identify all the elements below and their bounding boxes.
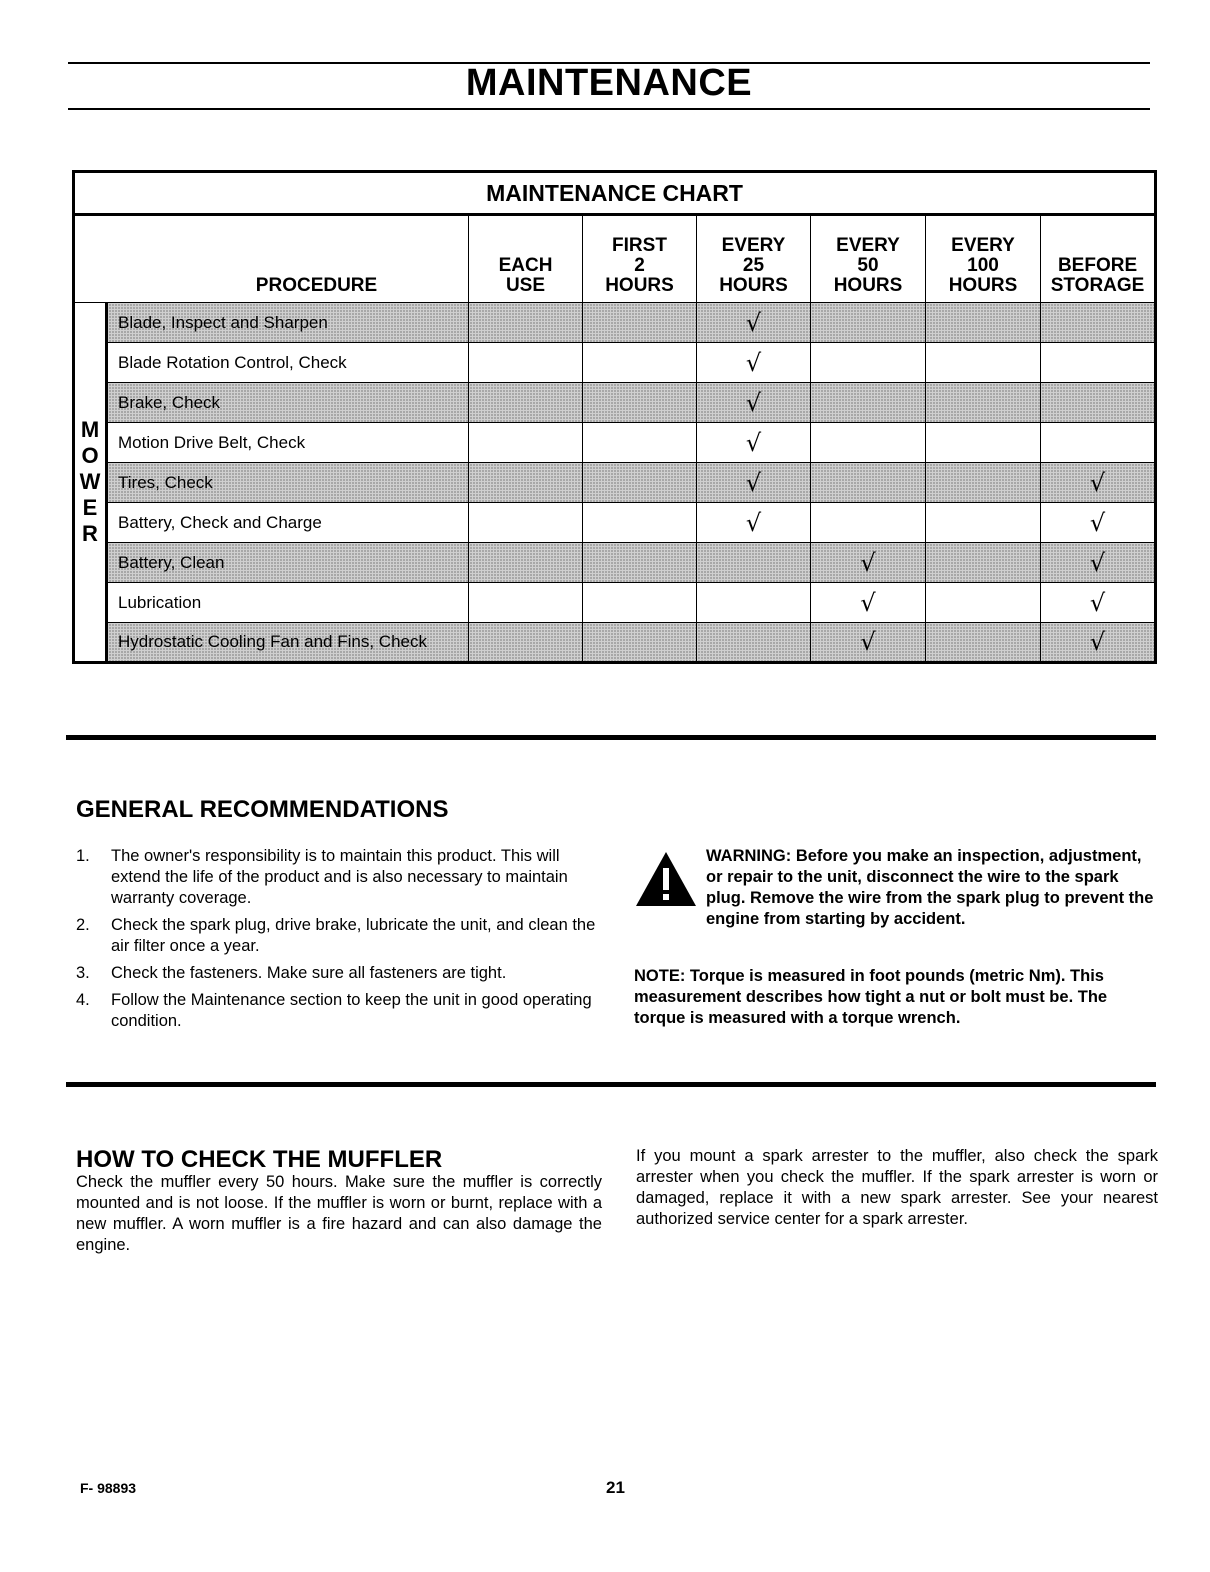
check-cell: [926, 423, 1041, 463]
check-cell: √: [697, 503, 811, 543]
mower-group-label: [74, 303, 107, 663]
warning-triangle-icon: [634, 850, 698, 908]
check-cell: [926, 543, 1041, 583]
check-cell: √: [811, 543, 926, 583]
section-divider: [66, 735, 1156, 740]
check-cell: [811, 343, 926, 383]
check-cell: √: [1041, 623, 1156, 663]
column-header: [1041, 215, 1156, 303]
check-cell: [1041, 383, 1156, 423]
check-cell: √: [697, 383, 811, 423]
check-cell: [926, 463, 1041, 503]
column-header: [697, 215, 811, 303]
column-header: [811, 215, 926, 303]
column-header-line: FIRST: [612, 235, 667, 256]
check-cell: [926, 623, 1041, 663]
check-cell: [926, 303, 1041, 343]
table-row: [74, 383, 1156, 423]
list-item-text: Follow the Maintenance section to keep the unit in good operating condition.: [111, 991, 592, 1030]
table-row: [74, 343, 1156, 383]
column-header-line: 2: [634, 255, 645, 276]
check-cell: [469, 423, 583, 463]
procedure-header: PROCEDURE: [74, 215, 469, 303]
check-cell: [469, 543, 583, 583]
table-row: [74, 463, 1156, 503]
check-cell: [811, 503, 926, 543]
column-header-line: USE: [505, 275, 546, 296]
table-row: [74, 303, 1156, 343]
procedure-cell: Blade, Inspect and Sharpen: [107, 303, 469, 343]
list-item-text: Check the fasteners. Make sure all fasteners are tight.: [111, 964, 507, 982]
column-header: [926, 215, 1041, 303]
column-header-line: STORAGE: [1050, 275, 1145, 296]
check-cell: [469, 343, 583, 383]
check-cell: [811, 383, 926, 423]
check-cell: [926, 343, 1041, 383]
group-letter: E: [82, 495, 98, 520]
check-cell: [583, 423, 697, 463]
list-item-number: 4.: [76, 991, 90, 1009]
group-letter: W: [79, 469, 101, 494]
check-cell: √: [811, 623, 926, 663]
procedure-cell: Brake, Check: [107, 383, 469, 423]
document-code: F- 98893: [80, 1480, 137, 1496]
check-cell: [583, 343, 697, 383]
check-cell: √: [697, 463, 811, 503]
table-row: [74, 543, 1156, 583]
check-cell: [697, 543, 811, 583]
check-cell: [1041, 423, 1156, 463]
column-header-line: HOURS: [833, 275, 903, 296]
column-header-line: HOURS: [719, 275, 788, 296]
check-cell: [583, 383, 697, 423]
check-cell: [583, 303, 697, 343]
general-recommendations-heading: GENERAL RECOMMENDATIONS: [76, 796, 449, 823]
group-letter: R: [82, 521, 98, 546]
procedure-cell: Hydrostatic Cooling Fan and Fins, Check: [107, 623, 469, 663]
procedure-cell: Blade Rotation Control, Check: [107, 343, 469, 383]
column-header-line: BEFORE: [1057, 255, 1138, 276]
check-cell: √: [697, 423, 811, 463]
column-header-line: HOURS: [948, 275, 1018, 296]
check-cell: [583, 503, 697, 543]
list-item-text: The owner's responsibility is to maintain this product. This will extend the life of the product and is also necessary to maintain warranty coverage.: [111, 847, 568, 907]
check-cell: √: [1041, 583, 1156, 623]
list-item: [76, 915, 604, 957]
check-cell: [583, 583, 697, 623]
chart-body: [74, 303, 1156, 663]
procedure-cell: Battery, Check and Charge: [107, 503, 469, 543]
check-cell: [1041, 343, 1156, 383]
section-divider: [66, 1082, 1156, 1087]
check-cell: [926, 383, 1041, 423]
list-item: [76, 963, 604, 984]
page-number: 21: [606, 1478, 625, 1497]
check-cell: [811, 423, 926, 463]
title-bottom-rule: [68, 108, 1150, 110]
page-title: MAINTENANCE: [465, 62, 753, 104]
check-cell: √: [811, 583, 926, 623]
column-header-line: HOURS: [605, 275, 674, 296]
list-item-number: 2.: [76, 916, 90, 934]
check-cell: [926, 503, 1041, 543]
warning-text: WARNING: Before you make an inspection, adjustment, or repair to the unit, disconnect the wire to the spark plug. Remove the wire from the spark plug to prevent the engine from starting by accident.: [706, 847, 1154, 928]
check-cell: [469, 463, 583, 503]
column-header: [583, 215, 697, 303]
list-item: [76, 846, 604, 909]
group-letter: O: [81, 443, 99, 468]
column-header: [469, 215, 583, 303]
table-row: [74, 423, 1156, 463]
chart-header-row: [74, 215, 1156, 303]
check-cell: [469, 583, 583, 623]
check-cell: √: [697, 343, 811, 383]
column-header-line: EVERY: [836, 235, 900, 256]
check-cell: [583, 463, 697, 503]
check-cell: [697, 623, 811, 663]
list-item-text: Check the spark plug, drive brake, lubricate the unit, and clean the air filter once a year.: [111, 916, 596, 955]
column-header-line: 25: [742, 255, 765, 276]
check-cell: √: [1041, 463, 1156, 503]
recommendations-list: [76, 846, 604, 1038]
maintenance-chart: [72, 170, 1157, 664]
check-cell: [469, 623, 583, 663]
check-cell: [1041, 303, 1156, 343]
column-header-line: EVERY: [951, 235, 1015, 256]
table-row: [74, 623, 1156, 663]
check-cell: [811, 303, 926, 343]
column-header-line: 50: [857, 255, 879, 276]
list-item-number: 3.: [76, 964, 90, 982]
procedure-cell: Tires, Check: [107, 463, 469, 503]
check-cell: [469, 383, 583, 423]
check-cell: [583, 623, 697, 663]
list-item-number: 1.: [76, 847, 90, 865]
table-row: [74, 583, 1156, 623]
check-cell: [583, 543, 697, 583]
list-item: [76, 990, 604, 1032]
group-letter: M: [80, 417, 100, 442]
column-header-line: EACH: [498, 255, 553, 276]
muffler-heading: HOW TO CHECK THE MUFFLER: [76, 1146, 443, 1173]
column-header-line: 100: [967, 255, 999, 276]
chart-title: MAINTENANCE CHART: [74, 172, 1156, 215]
procedure-cell: Motion Drive Belt, Check: [107, 423, 469, 463]
procedure-cell: Battery, Clean: [107, 543, 469, 583]
check-cell: [697, 583, 811, 623]
muffler-text-left: Check the muffler every 50 hours. Make sure the muffler is correctly mounted and is not loose. If the muffler is worn or burnt, replace with a new muffler. A worn muffler is a fire hazard and can also damage the engine.: [76, 1173, 602, 1254]
muffler-text-right: If you mount a spark arrester to the muffler, also check the spark arrester when you check the muffler. If the spark arrester is worn or damaged, replace it with a new spark arrester. See your nearest authorized service center for a spark arrester.: [636, 1147, 1158, 1228]
check-cell: [926, 583, 1041, 623]
check-cell: [469, 503, 583, 543]
check-cell: [469, 303, 583, 343]
procedure-cell: Lubrication: [107, 583, 469, 623]
column-header-line: EVERY: [721, 235, 786, 256]
table-row: [74, 503, 1156, 543]
check-cell: √: [697, 303, 811, 343]
check-cell: √: [1041, 503, 1156, 543]
check-cell: √: [1041, 543, 1156, 583]
check-cell: [811, 463, 926, 503]
note-text: NOTE: Torque is measured in foot pounds (metric Nm). This measurement describes how tight a nut or bolt must be. The torque is measured with a torque wrench.: [634, 967, 1108, 1027]
